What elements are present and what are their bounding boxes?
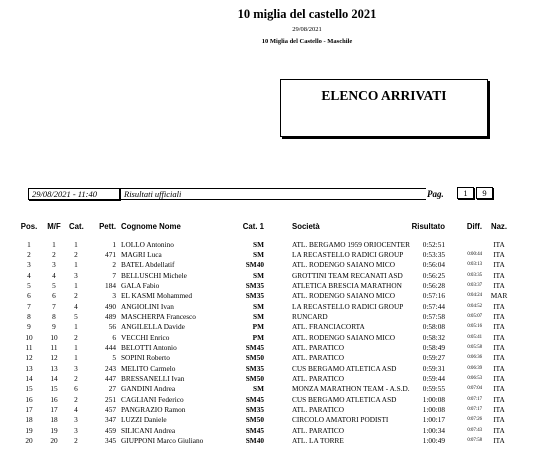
category-cell: SM40 (245, 436, 264, 446)
table-row (0, 395, 534, 405)
status-text: Risultati ufficiali (124, 189, 182, 199)
nation-cell: ITA (493, 394, 505, 404)
club-cell: ATL. PARATICO (292, 405, 345, 415)
result-cell: 0:59:44 (422, 374, 445, 384)
gap-cell: 0:03:35 (467, 272, 482, 278)
mf-cell: 15 (50, 384, 58, 394)
bib-cell: 345 (105, 436, 116, 446)
cat-cell: 2 (74, 374, 78, 384)
category-cell: SM35 (245, 363, 264, 373)
bib-cell: 490 (105, 301, 116, 311)
cat-cell: 3 (74, 425, 78, 435)
col-pos: Pos. (20, 222, 38, 231)
club-cell: CUS BERGAMO ATLETICA ASD (292, 394, 397, 404)
pos-cell: 1 (27, 239, 31, 249)
category-cell: SM35 (245, 291, 264, 301)
cat-cell: 5 (74, 311, 78, 321)
athlete-name-cell: LOLLO Antonino (121, 239, 174, 249)
cat-cell: 2 (74, 394, 78, 404)
table-row (0, 426, 534, 436)
table-row (0, 281, 534, 291)
cat-cell: 6 (74, 384, 78, 394)
nation-cell: ITA (493, 384, 505, 394)
bib-cell: 444 (105, 343, 116, 352)
mf-cell: 1 (52, 239, 56, 249)
race-title: 10 miglia del castello 2021 (237, 7, 377, 21)
mf-cell: 6 (52, 291, 56, 301)
cat-cell: 3 (74, 270, 78, 280)
cat-cell: 2 (74, 436, 78, 446)
cat-cell: 4 (74, 405, 78, 415)
cat-cell: 1 (74, 280, 78, 290)
bib-cell: 347 (105, 415, 116, 425)
category-cell: SM45 (245, 343, 264, 352)
bib-cell: 457 (105, 405, 116, 415)
timestamp-box (28, 188, 120, 200)
gap-cell: 0:07:58 (467, 438, 482, 444)
result-cell: 0:56:25 (422, 270, 445, 280)
table-row (0, 436, 534, 446)
athlete-name-cell: BATEL Abdellatif (121, 260, 175, 270)
result-cell: 0:59:55 (422, 384, 445, 394)
pos-cell: 6 (27, 291, 31, 301)
category-cell: SM (253, 384, 264, 394)
bib-cell: 27 (108, 384, 116, 394)
club-cell: LA RECASTELLO RADICI GROUP (292, 301, 404, 311)
category-cell: SM35 (245, 280, 264, 290)
result-cell: 0:58:49 (422, 343, 445, 352)
col-name: Cognome Nome (121, 222, 181, 231)
gap-cell: 0:04:52 (467, 303, 482, 309)
gap-cell: 0:06:53 (467, 376, 482, 382)
result-cell: 0:59:27 (422, 353, 445, 363)
club-cell: ATL. PARATICO (292, 374, 345, 384)
category-cell: SM45 (245, 394, 264, 404)
club-cell: CIRCOLO AMATORI PODISTI (292, 415, 389, 425)
table-row (0, 240, 534, 250)
gap-cell: 0:07:17 (467, 407, 482, 413)
club-cell: MONZA MARATHON TEAM - A.S.D. (292, 384, 410, 394)
pos-cell: 19 (25, 425, 33, 435)
bib-cell: 6 (112, 332, 116, 342)
col-cat1: Cat. 1 (242, 222, 264, 231)
gap-cell: 0:03:37 (467, 282, 482, 288)
nation-cell: ITA (493, 280, 505, 290)
pos-cell: 4 (27, 270, 31, 280)
timestamp: 29/08/2021 - 11:40 (32, 189, 98, 199)
results-banner (280, 79, 488, 137)
pos-cell: 12 (25, 353, 33, 363)
bib-cell: 7 (112, 270, 116, 280)
table-row (0, 343, 534, 353)
col-societa: Società (292, 222, 320, 231)
gap-cell: 0:07:04 (467, 386, 482, 392)
table-row (0, 364, 534, 374)
result-cell: 0:58:32 (422, 332, 445, 342)
club-cell: ATL. FRANCIACORTA (292, 322, 365, 332)
athlete-name-cell: MELITO Carmelo (121, 363, 176, 373)
table-row (0, 384, 534, 394)
race-date: 29/08/2021 (292, 26, 322, 33)
athlete-name-cell: LUZZI Daniele (121, 415, 167, 425)
table-row (0, 271, 534, 281)
nation-cell: ITA (493, 343, 505, 352)
pos-cell: 16 (25, 394, 33, 404)
gap-cell: 0:07:17 (467, 396, 482, 402)
category-cell: SM (253, 311, 264, 321)
category-cell: SM (253, 239, 264, 249)
nation-cell: ITA (493, 436, 505, 446)
status-box (120, 188, 426, 200)
gap-cell: 0:05:41 (467, 334, 482, 340)
pos-cell: 11 (25, 343, 33, 352)
gap-cell: 0:07:43 (467, 427, 482, 433)
athlete-name-cell: ANGIOLINI Ivan (121, 301, 174, 311)
mf-cell: 3 (52, 260, 56, 270)
club-cell: ATLETICA BRESCIA MARATHON (292, 280, 402, 290)
gap-cell: 0:07:26 (467, 417, 482, 423)
pos-cell: 10 (25, 332, 33, 342)
bib-cell: 243 (105, 363, 116, 373)
club-cell: ATL. LA TORRE (292, 436, 344, 446)
result-cell: 0:57:44 (422, 301, 445, 311)
col-diff: Diff. (466, 222, 482, 231)
result-cell: 1:00:34 (422, 425, 445, 435)
bib-cell: 56 (108, 322, 116, 332)
gap-cell: 0:06:36 (467, 355, 482, 361)
nation-cell: ITA (493, 332, 505, 342)
result-cell: 0:57:58 (422, 311, 445, 321)
table-row (0, 374, 534, 384)
mf-cell: 16 (50, 394, 58, 404)
club-cell: ATL. PARATICO (292, 343, 345, 352)
mf-cell: 11 (50, 343, 58, 352)
gap-cell: 0:05:16 (467, 324, 482, 330)
club-cell: RUNCARD (292, 311, 328, 321)
athlete-name-cell: VECCHI Enrico (121, 332, 170, 342)
athlete-name-cell: ANGILELLA Davide (121, 322, 185, 332)
mf-cell: 9 (52, 322, 56, 332)
nation-cell: ITA (493, 239, 505, 249)
results-banner-label: ELENCO ARRIVATI (321, 88, 447, 103)
bib-cell: 489 (105, 311, 116, 321)
table-row (0, 415, 534, 425)
pos-cell: 8 (27, 311, 31, 321)
cat-cell: 3 (74, 363, 78, 373)
mf-cell: 2 (52, 249, 56, 259)
athlete-name-cell: MAGRI Luca (121, 249, 162, 259)
club-cell: CUS BERGAMO ATLETICA ASD (292, 363, 397, 373)
result-cell: 0:58:08 (422, 322, 445, 332)
athlete-name-cell: MASCHERPA Francesco (121, 311, 196, 321)
athlete-name-cell: GIUPPONI Marco Giuliano (121, 436, 204, 446)
athlete-name-cell: BELLUSCHI Michele (121, 270, 187, 280)
nation-cell: ITA (493, 415, 505, 425)
athlete-name-cell: GANDINI Andrea (121, 384, 176, 394)
nation-cell: ITA (493, 353, 505, 363)
club-cell: ATL. RODENGO SAIANO MICO (292, 260, 395, 270)
table-row (0, 312, 534, 322)
table-row (0, 405, 534, 415)
category-cell: SM (253, 249, 264, 259)
bib-cell: 3 (112, 291, 116, 301)
athlete-name-cell: EL KASMI Mohammed (121, 291, 193, 301)
cat-cell: 1 (74, 343, 78, 352)
table-row (0, 322, 534, 332)
mf-cell: 10 (50, 332, 58, 342)
table-row (0, 333, 534, 343)
cat-cell: 3 (74, 415, 78, 425)
gap-cell: 0:05:58 (467, 345, 482, 350)
nation-cell: ITA (493, 311, 505, 321)
category-cell: PM (252, 332, 264, 342)
table-row (0, 260, 534, 270)
cat-cell: 2 (74, 291, 78, 301)
nation-cell: MAR (490, 291, 508, 301)
athlete-name-cell: BELOTTI Antonio (121, 343, 177, 352)
cat-cell: 1 (74, 322, 78, 332)
bib-cell: 471 (105, 249, 116, 259)
bib-cell: 5 (112, 353, 116, 363)
mf-cell: 18 (50, 415, 58, 425)
category-cell: SM35 (245, 405, 264, 415)
mf-cell: 12 (50, 353, 58, 363)
athlete-name-cell: SOPINI Roberto (121, 353, 170, 363)
pos-cell: 5 (27, 280, 31, 290)
bib-cell: 1 (112, 239, 116, 249)
nation-cell: ITA (493, 425, 505, 435)
athlete-name-cell: SILICANI Andrea (121, 425, 176, 435)
race-venue: 10 Miglia del Castello - Maschile (261, 38, 353, 45)
pos-cell: 20 (25, 436, 33, 446)
athlete-name-cell: BRESSANELLI Ivan (121, 374, 185, 384)
category-cell: SM45 (245, 425, 264, 435)
bib-cell: 2 (112, 260, 116, 270)
club-cell: ATL. BERGAMO 1959 ORIOCENTER (292, 239, 410, 249)
nation-cell: ITA (493, 270, 505, 280)
gap-cell: 0:06:39 (467, 365, 482, 371)
cat-cell: 1 (74, 239, 78, 249)
nation-cell: ITA (493, 363, 505, 373)
pos-cell: 17 (25, 405, 33, 415)
page-current: 1 (457, 187, 474, 199)
page-total: 9 (476, 187, 493, 199)
cat-cell: 2 (74, 332, 78, 342)
category-cell: SM40 (245, 260, 264, 270)
category-cell: SM50 (245, 353, 264, 363)
nation-cell: ITA (493, 405, 505, 415)
bib-cell: 184 (105, 280, 116, 290)
club-cell: ATL. PARATICO (292, 425, 345, 435)
pos-cell: 7 (27, 301, 31, 311)
gap-cell: 0:04:24 (467, 293, 482, 299)
cat-cell: 2 (74, 249, 78, 259)
gap-cell: 0:05:07 (467, 313, 482, 319)
mf-cell: 5 (52, 280, 56, 290)
mf-cell: 14 (50, 374, 58, 384)
bib-cell: 459 (105, 425, 116, 435)
gap-cell: 0:03:13 (467, 262, 482, 268)
mf-cell: 20 (50, 436, 58, 446)
result-cell: 1:00:08 (422, 394, 445, 404)
club-cell: ATL. RODENGO SAIANO MICO (292, 291, 395, 301)
mf-cell: 17 (50, 405, 58, 415)
table-row (0, 250, 534, 260)
gap-cell: 0:00:44 (467, 251, 482, 257)
col-naz: Naz. (490, 222, 508, 231)
category-cell: SM (253, 301, 264, 311)
nation-cell: ITA (493, 322, 505, 332)
result-cell: 1:00:17 (422, 415, 445, 425)
nation-cell: ITA (493, 249, 505, 259)
mf-cell: 7 (52, 301, 56, 311)
club-cell: ATL. PARATICO (292, 353, 345, 363)
col-pett: Pett. (99, 222, 116, 231)
cat-cell: 1 (74, 260, 78, 270)
mf-cell: 19 (50, 425, 58, 435)
cat-cell: 4 (74, 301, 78, 311)
category-cell: SM (253, 270, 264, 280)
result-cell: 0:57:16 (422, 291, 445, 301)
club-cell: LA RECASTELLO RADICI GROUP (292, 249, 404, 259)
mf-cell: 13 (50, 363, 58, 373)
bib-cell: 447 (105, 374, 116, 384)
table-row (0, 302, 534, 312)
club-cell: GROTTINI TEAM RECANATI ASD (292, 270, 403, 280)
table-row (0, 291, 534, 301)
pos-cell: 13 (25, 363, 33, 373)
result-cell: 0:56:04 (422, 260, 445, 270)
mf-cell: 8 (52, 311, 56, 321)
cat-cell: 1 (74, 353, 78, 363)
bib-cell: 251 (105, 394, 116, 404)
pos-cell: 2 (27, 249, 31, 259)
pos-cell: 14 (25, 374, 33, 384)
result-cell: 1:00:49 (422, 436, 445, 446)
category-cell: SM50 (245, 374, 264, 384)
table-header (0, 222, 534, 236)
mf-cell: 4 (52, 270, 56, 280)
page-label: Pag. (427, 189, 444, 199)
result-cell: 0:59:31 (422, 363, 445, 373)
category-cell: PM (252, 322, 264, 332)
athlete-name-cell: CAGLIANI Federico (121, 394, 184, 404)
pos-cell: 18 (25, 415, 33, 425)
club-cell: ATL. RODENGO SAIANO MICO (292, 332, 395, 342)
pos-cell: 9 (27, 322, 31, 332)
athlete-name-cell: PANGRAZIO Ramon (121, 405, 186, 415)
result-cell: 0:52:51 (422, 239, 445, 249)
result-cell: 1:00:08 (422, 405, 445, 415)
pos-cell: 3 (27, 260, 31, 270)
athlete-name-cell: GALA Fabio (121, 280, 160, 290)
col-risultato: Risultato (411, 222, 445, 231)
category-cell: SM50 (245, 415, 264, 425)
col-mf: M/F (47, 222, 61, 231)
pos-cell: 15 (25, 384, 33, 394)
result-cell: 0:56:28 (422, 280, 445, 290)
nation-cell: ITA (493, 301, 505, 311)
nation-cell: ITA (493, 260, 505, 270)
nation-cell: ITA (493, 374, 505, 384)
table-row (0, 353, 534, 363)
result-cell: 0:53:35 (422, 249, 445, 259)
col-cat: Cat. (69, 222, 84, 231)
